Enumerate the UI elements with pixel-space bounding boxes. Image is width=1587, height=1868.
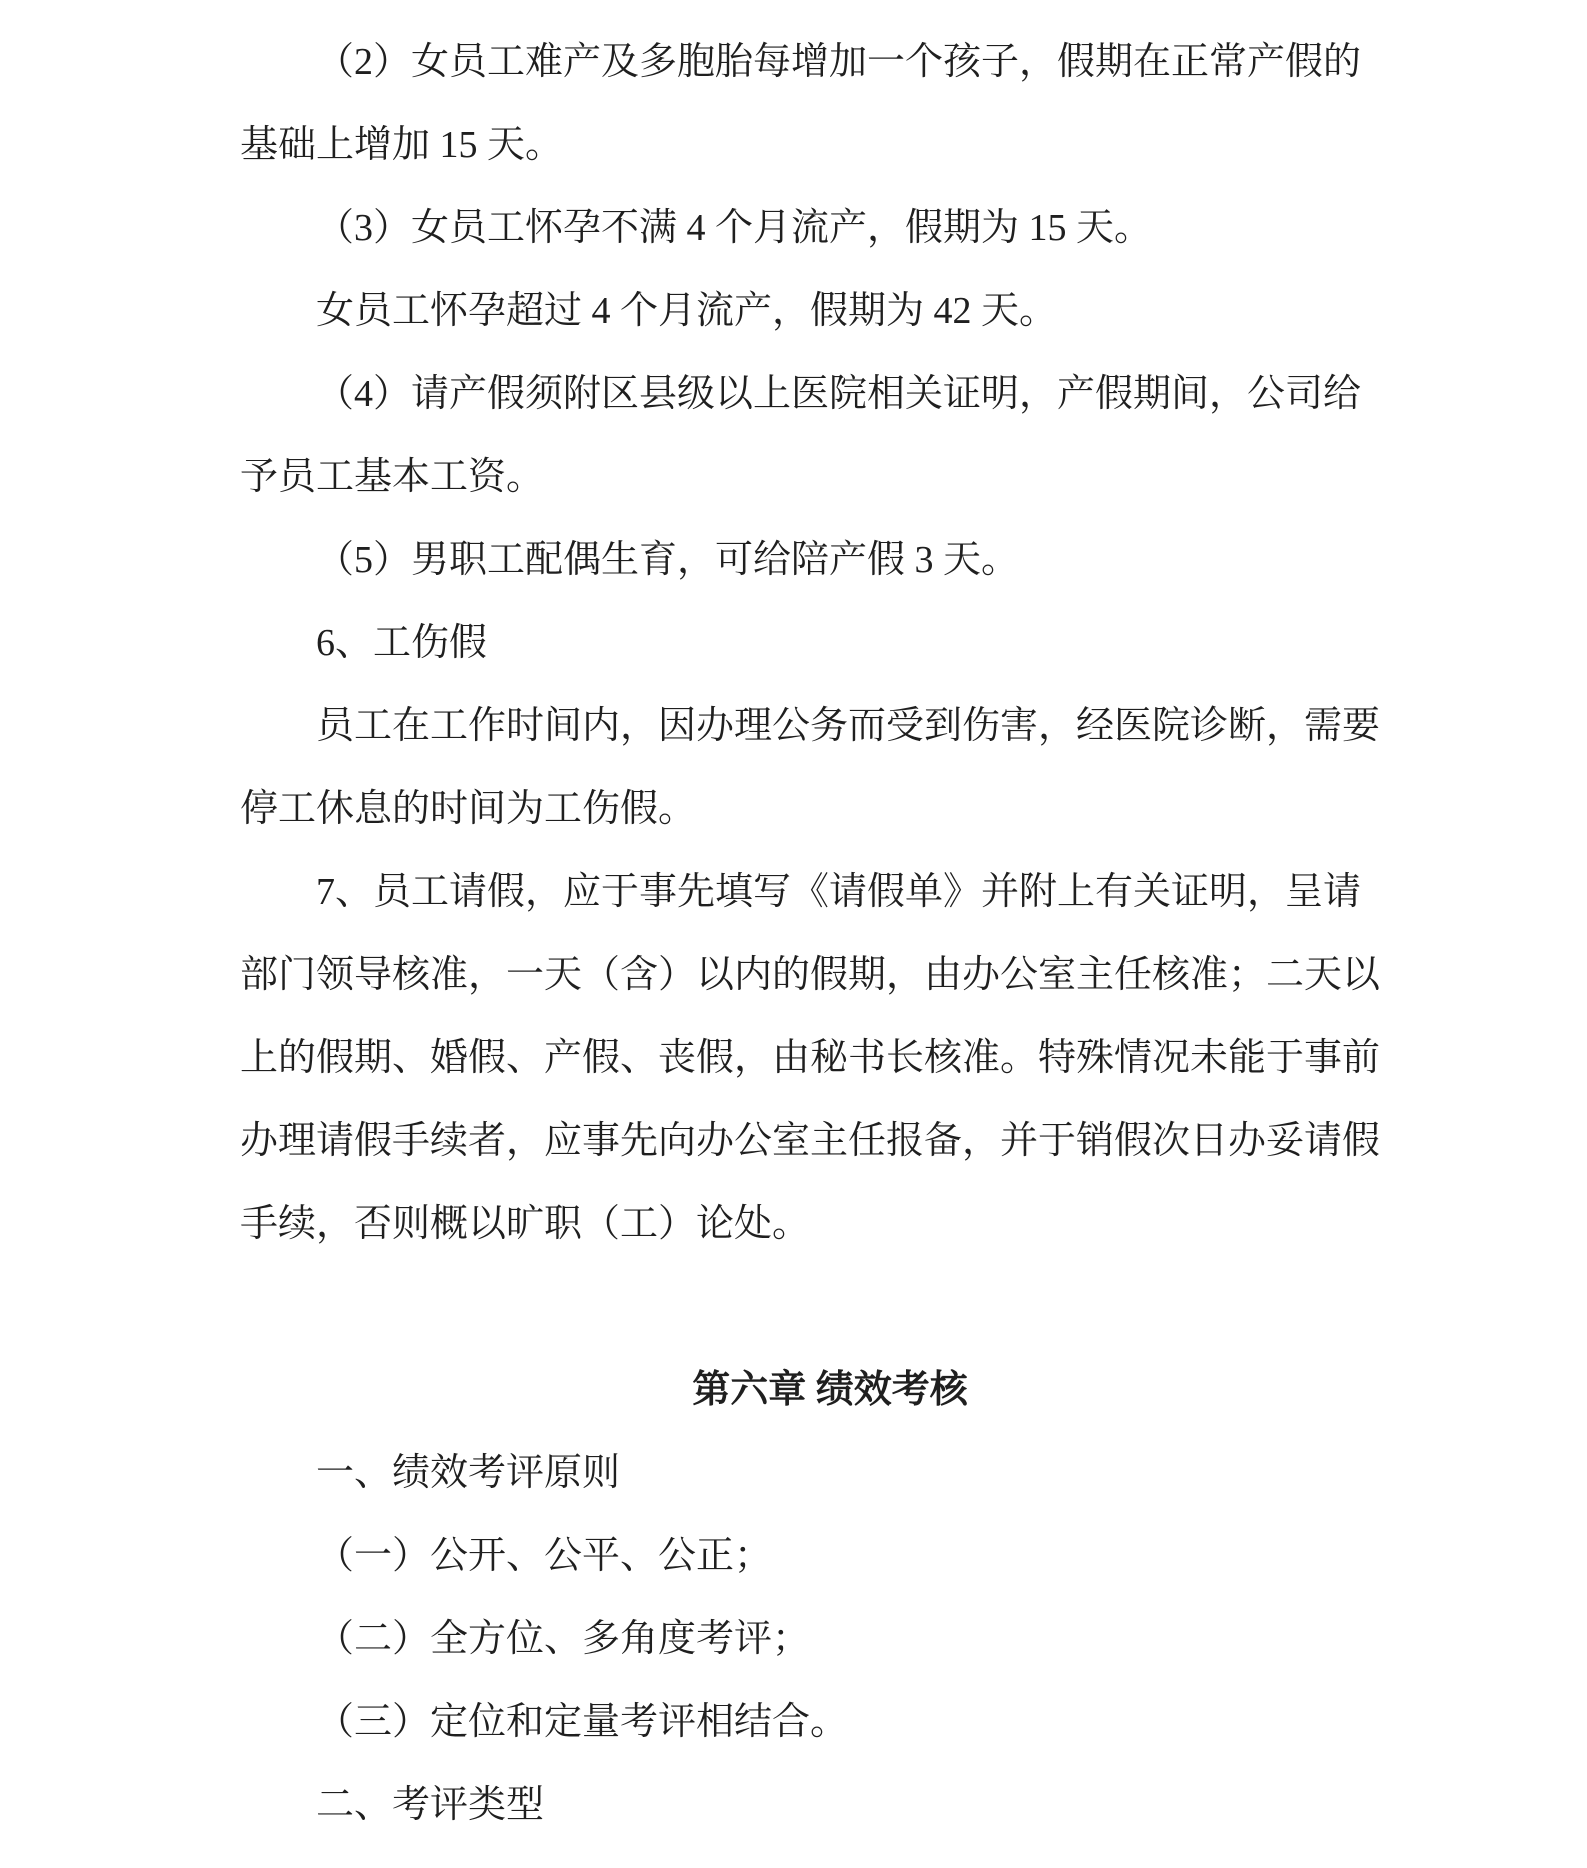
- text-line: 停工休息的时间为工伤假。: [240, 788, 697, 830]
- text-line: 二、考评类型: [316, 1784, 545, 1826]
- text-line: 办理请假手续者，应事先向办公室主任报备，并于销假次日办妥请假: [240, 1120, 1381, 1162]
- text-line: （二）全方位、多角度考评；: [316, 1618, 811, 1660]
- text-line: 一、绩效考评原则: [316, 1452, 621, 1494]
- text-line: （3）女员工怀孕不满 4 个月流产，假期为 15 天。: [316, 207, 1153, 249]
- text-line: （一）公开、公平、公正；: [316, 1535, 773, 1577]
- text-line: （三）定位和定量考评相结合。: [316, 1701, 849, 1743]
- text-line: （4）请产假须附区县级以上医院相关证明，产假期间，公司给: [316, 373, 1362, 415]
- text-line: 基础上增加 15 天。: [240, 124, 564, 166]
- text-line: 6、工伤假: [316, 622, 488, 664]
- document-content: [240, 21, 1380, 1847]
- text-line: 员工在工作时间内，因办理公务而受到伤害，经医院诊断，需要: [316, 705, 1381, 747]
- text-line: 上的假期、婚假、产假、丧假，由秘书长核准。特殊情况未能于事前: [240, 1037, 1381, 1079]
- blank-line: [240, 1266, 1380, 1349]
- text-line: 女员工怀孕超过 4 个月流产，假期为 42 天。: [316, 290, 1058, 332]
- chapter-heading: 第六章 绩效考核: [692, 1369, 968, 1411]
- text-line: 予员工基本工资。: [240, 456, 545, 498]
- text-line: 7、员工请假，应于事先填写《请假单》并附上有关证明，呈请: [316, 871, 1362, 913]
- text-line: 手续，否则概以旷职（工）论处。: [240, 1203, 811, 1245]
- text-line: （5）男职工配偶生育，可给陪产假 3 天。: [316, 539, 1020, 581]
- text-line: 部门领导核准，一天（含）以内的假期，由办公室主任核准；二天以: [240, 954, 1381, 996]
- text-line: （2）女员工难产及多胞胎每增加一个孩子，假期在正常产假的: [316, 41, 1362, 83]
